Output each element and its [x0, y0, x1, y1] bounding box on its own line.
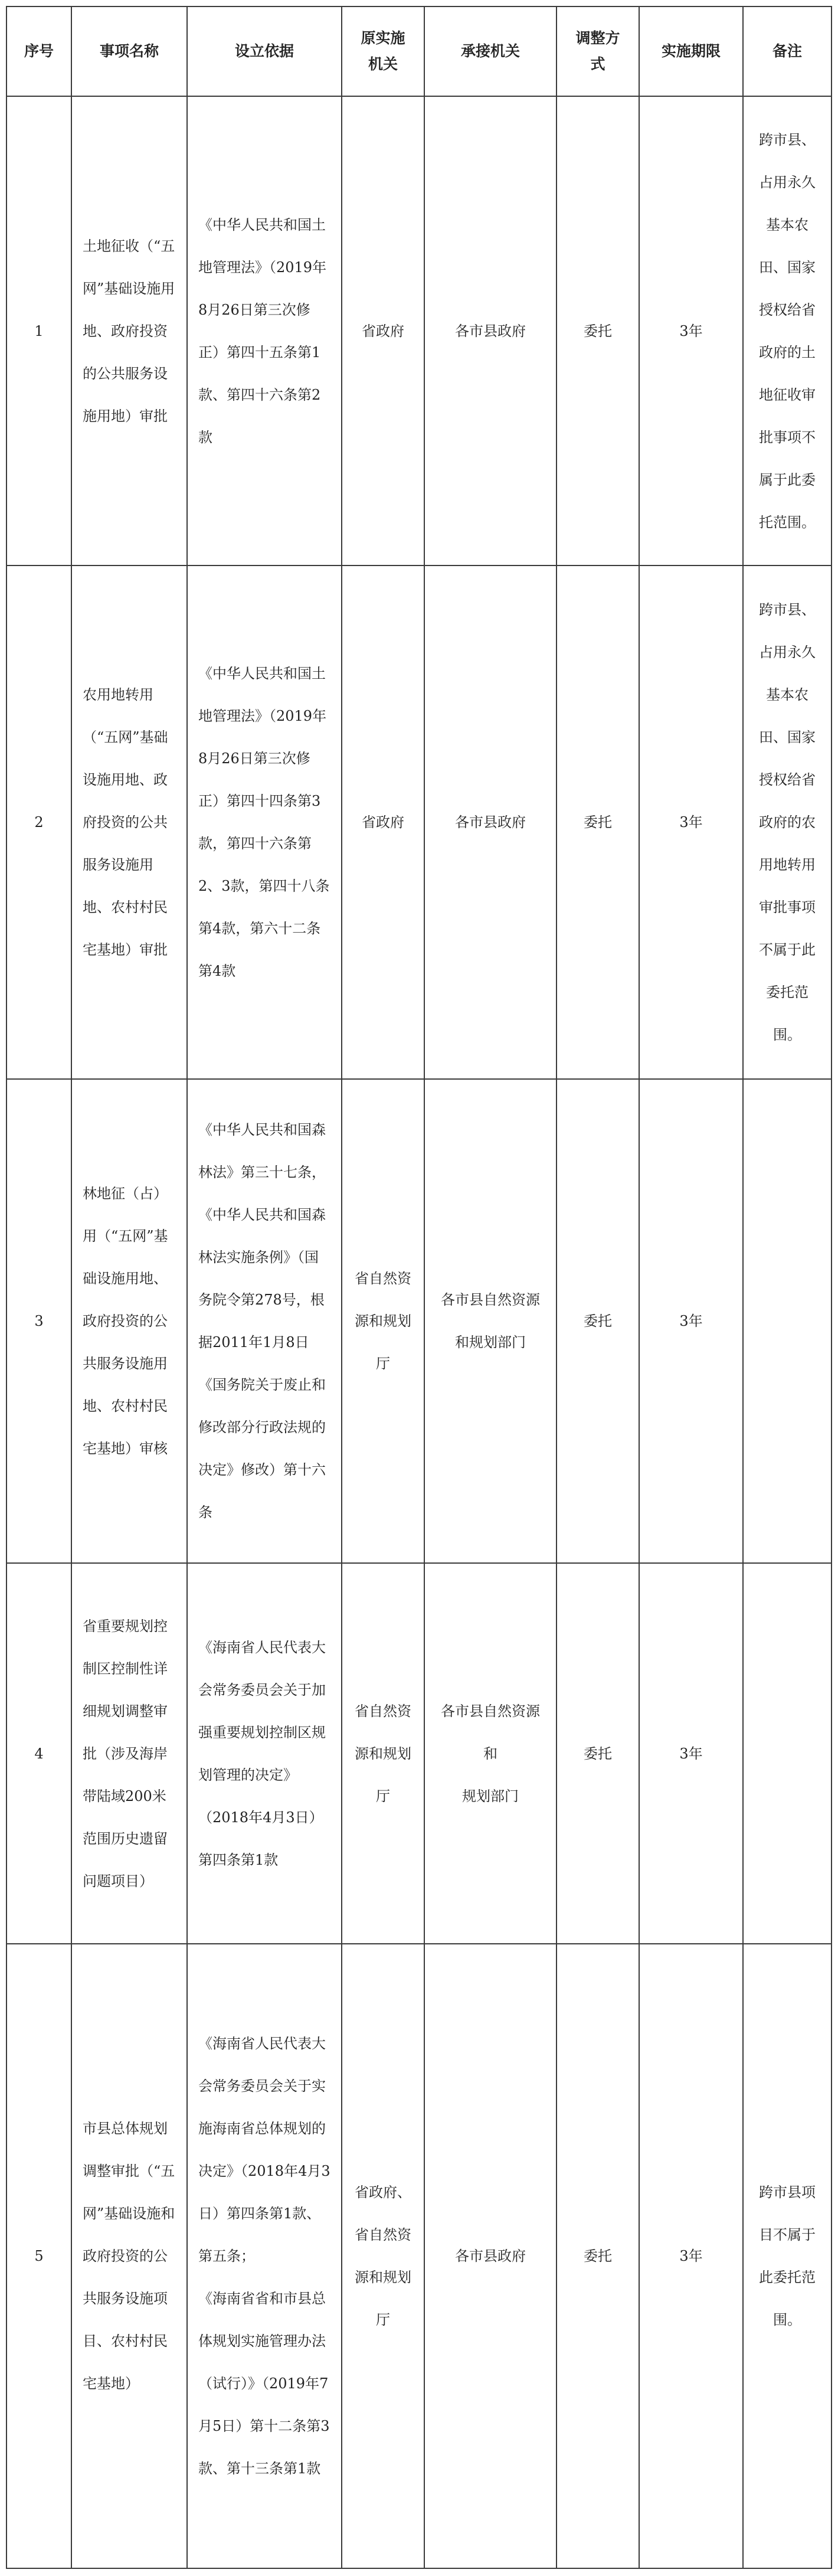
- cell-adjustment-method: [557, 565, 639, 1079]
- item-name-text: 林地征（占）用（“五网”基础设施用地、政府投资的公共服务设施用地、农村村民宅基地）审核: [83, 1185, 168, 1457]
- cell-serial: [6, 1079, 71, 1563]
- cell-serial: [6, 1944, 71, 2568]
- table-row: [6, 565, 832, 1079]
- cell-implementation-period: [639, 1079, 743, 1563]
- cell-legal-basis: [187, 1563, 342, 1944]
- serial-number: 5: [34, 2248, 44, 2264]
- receiving-authority-text: 各市县政府: [455, 322, 526, 339]
- cell-implementation-period: [639, 1563, 743, 1944]
- cell-legal-basis: [187, 96, 342, 565]
- cell-adjustment-method: [557, 1563, 639, 1944]
- receiving-authority-text: [425, 1690, 556, 1817]
- cell-serial: [6, 1563, 71, 1944]
- serial-number: 3: [34, 1313, 44, 1329]
- legal-basis-text: 《海南省人民代表大会常务委员会关于加强重要规划控制区规划管理的决定》（2018年4月3日）第四条第1款: [198, 1639, 326, 1868]
- table-row: [6, 96, 832, 565]
- original-authority-text: 省政府: [362, 814, 404, 831]
- legal-basis-text: [188, 2022, 341, 2490]
- cell-receiving-authority: [424, 1079, 557, 1563]
- receiving-authority-text: 各市县政府: [455, 2248, 526, 2264]
- legal-basis-text: 《中华人民共和国土地管理法》（2019年8月26日第三次修正）第四十五条第1款、第四十六条第2款: [198, 216, 327, 446]
- receiving-authority-line: 各市县自然资源和: [441, 1702, 540, 1762]
- cell-item-name: [71, 96, 187, 565]
- adjustment-method-text: 委托: [584, 814, 612, 831]
- header-adjustment-method: 调整方 式: [557, 6, 639, 96]
- legal-basis-paragraph: 《海南省人民代表大会常务委员会关于实施海南省总体规划的决定》（2018年4月3日）第四条第1款、第五条；: [198, 2035, 330, 2264]
- legal-basis-paragraph: 《海南省省和市县总体规划实施管理办法（试行）》（2019年7月5日）第十二条第3款、第十三条第1款: [198, 2290, 330, 2477]
- original-authority-text: 省政府: [362, 322, 404, 339]
- table-row: [6, 1563, 832, 1944]
- cell-receiving-authority: [424, 565, 557, 1079]
- adjustment-method-text: 委托: [584, 2248, 612, 2264]
- cell-serial: [6, 96, 71, 565]
- legal-basis-text: 《中华人民共和国森林法》第三十七条，《中华人民共和国森林法实施条例》（国务院令第278号，根据2011年1月8日《国务院关于废止和修改部分行政法规的决定》修改）第十六条: [198, 1122, 326, 1521]
- receiving-authority-line: 规划部门: [462, 1787, 519, 1804]
- cell-receiving-authority: [424, 1563, 557, 1944]
- remarks-text: 跨市县、占用永久基本农田、国家授权给省政府的土地征收审批事项不属于此委托范围。: [759, 131, 816, 531]
- original-authority-text: 省政府、省自然资源和规划厅: [355, 2184, 411, 2328]
- header-legal-basis: 设立依据: [187, 6, 342, 96]
- adjustment-method-text: 委托: [584, 1745, 612, 1762]
- cell-adjustment-method: [557, 96, 639, 565]
- cell-original-authority: [342, 1079, 424, 1563]
- cell-legal-basis: [187, 1944, 342, 2568]
- implementation-period-text: 3年: [679, 2248, 703, 2264]
- cell-remarks: [743, 1944, 832, 2568]
- adjustment-method-text: 委托: [584, 1313, 612, 1329]
- header-row: [6, 6, 832, 96]
- serial-number: 1: [34, 322, 44, 339]
- cell-item-name: [71, 565, 187, 1079]
- cell-serial: [6, 565, 71, 1079]
- cell-implementation-period: [639, 565, 743, 1079]
- cell-implementation-period: [639, 1944, 743, 2568]
- cell-item-name: [71, 1944, 187, 2568]
- cell-legal-basis: [187, 1079, 342, 1563]
- header-serial: 序号: [6, 6, 71, 96]
- implementation-period-text: 3年: [679, 1313, 703, 1329]
- implementation-period-text: 3年: [679, 322, 703, 339]
- cell-original-authority: [342, 565, 424, 1079]
- cell-remarks: [743, 1563, 832, 1944]
- cell-original-authority: [342, 1944, 424, 2568]
- cell-adjustment-method: [557, 1079, 639, 1563]
- item-name-text: 省重要规划控制区控制性详细规划调整审批（涉及海岸带陆域200米范围历史遗留问题项目）: [83, 1617, 168, 1889]
- receiving-authority-text: 各市县政府: [455, 814, 526, 831]
- cell-receiving-authority: [424, 1944, 557, 2568]
- original-authority-text: 省自然资源和规划厅: [355, 1702, 411, 1804]
- cell-implementation-period: [639, 96, 743, 565]
- approval-items-table-sheet: [6, 6, 831, 2568]
- cell-remarks: [743, 565, 832, 1079]
- implementation-period-text: 3年: [679, 814, 703, 831]
- cell-remarks: [743, 1079, 832, 1563]
- remarks-text: 跨市县项目不属于此委托范围。: [759, 2184, 816, 2328]
- header-item-name: 事项名称: [71, 6, 187, 96]
- implementation-period-text: 3年: [679, 1745, 703, 1762]
- adjustment-method-text: 委托: [584, 322, 612, 339]
- receiving-authority-text: 各市县自然资源和规划部门: [441, 1292, 540, 1351]
- cell-adjustment-method: [557, 1944, 639, 2568]
- serial-number: 4: [34, 1745, 44, 1762]
- item-name-text: 市县总体规划调整审批（“五网”基础设施和政府投资的公共服务设施项目、农村村民宅基地）: [83, 2120, 175, 2392]
- cell-receiving-authority: [424, 96, 557, 565]
- remarks-text: 跨市县、占用永久基本农田、国家授权给省政府的农用地转用审批事项不属于此委托范围。: [759, 601, 816, 1043]
- item-name-text: 农用地转用（“五网”基础设施用地、政府投资的公共服务设施用地、农村村民宅基地）审批: [83, 687, 168, 958]
- cell-remarks: [743, 96, 832, 565]
- cell-item-name: [71, 1079, 187, 1563]
- legal-basis-text: 《中华人民共和国土地管理法》（2019年8月26日第三次修正）第四十四条第3款，第四十六条第2、3款，第四十八条第4款，第六十二条第4款: [198, 665, 330, 979]
- approval-items-table: [6, 6, 832, 2569]
- header-remarks: 备注: [743, 6, 832, 96]
- item-name-text: 土地征收（“五网”基础设施用地、政府投资的公共服务设施用地）审批: [83, 237, 175, 424]
- serial-number: 2: [34, 814, 44, 831]
- table-row: [6, 1944, 832, 2568]
- table-row: [6, 1079, 832, 1563]
- cell-original-authority: [342, 1563, 424, 1944]
- cell-item-name: [71, 1563, 187, 1944]
- header-receiving-authority: 承接机关: [424, 6, 557, 96]
- cell-original-authority: [342, 96, 424, 565]
- cell-legal-basis: [187, 565, 342, 1079]
- header-implementation-period: 实施期限: [639, 6, 743, 96]
- original-authority-text: 省自然资源和规划厅: [355, 1270, 411, 1372]
- header-original-authority: 原实施 机关: [342, 6, 424, 96]
